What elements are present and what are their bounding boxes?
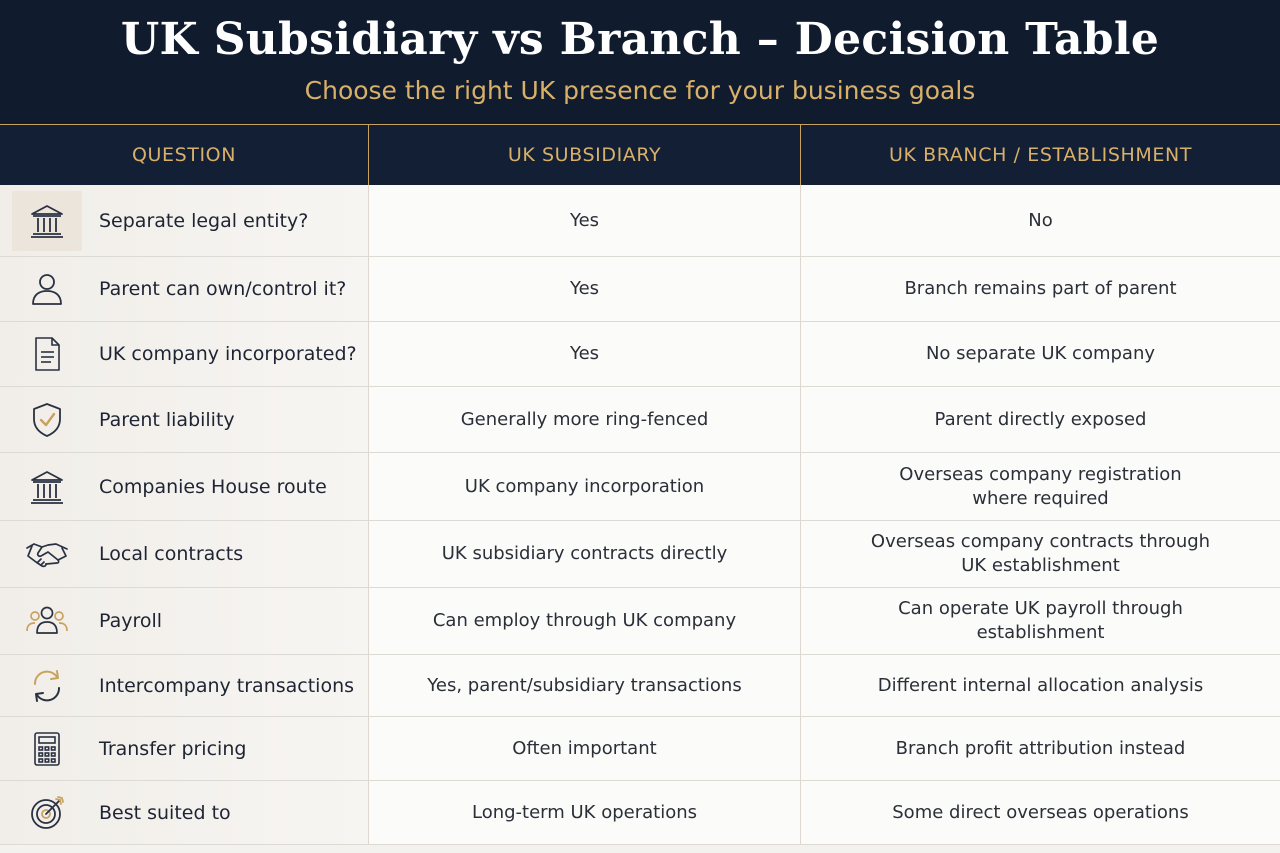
subsidiary-cell: Yes xyxy=(369,322,801,386)
question-label: Separate legal entity? xyxy=(99,209,309,232)
subsidiary-cell: Yes xyxy=(369,257,801,321)
page-title: UK Subsidiary vs Branch – Decision Table xyxy=(120,14,1160,65)
branch-cell: Can operate UK payroll through establishment xyxy=(801,588,1280,654)
subsidiary-cell: Yes, parent/subsidiary transactions xyxy=(369,655,801,716)
table-row xyxy=(0,185,1280,257)
question-label: UK company incorporated? xyxy=(99,343,357,365)
table-row xyxy=(0,453,1280,521)
shield-check-icon xyxy=(12,390,82,450)
handshake-icon xyxy=(12,524,82,584)
subsidiary-cell: Long-term UK operations xyxy=(369,781,801,844)
column-header-branch: UK BRANCH / ESTABLISHMENT xyxy=(801,124,1280,185)
bank-building-icon xyxy=(12,191,82,251)
table-row xyxy=(0,588,1280,655)
question-label: Best suited to xyxy=(99,801,231,824)
question-label: Payroll xyxy=(99,610,163,632)
subsidiary-cell: UK company incorporation xyxy=(369,453,801,520)
table-row xyxy=(0,655,1280,717)
branch-cell: No xyxy=(801,185,1280,256)
branch-cell: Parent directly exposed xyxy=(801,387,1280,452)
table-row xyxy=(0,717,1280,781)
column-header-subsidiary: UK SUBSIDIARY xyxy=(369,124,801,185)
question-cell xyxy=(0,717,369,780)
branch-cell: Different internal allocation analysis xyxy=(801,655,1280,716)
table-row xyxy=(0,257,1280,322)
header-banner xyxy=(0,0,1280,124)
question-label: Companies House route xyxy=(99,475,327,498)
page-subtitle: Choose the right UK presence for your business goals xyxy=(304,76,976,105)
question-cell xyxy=(0,257,369,321)
subsidiary-cell: Can employ through UK company xyxy=(369,588,801,654)
target-icon xyxy=(12,783,82,843)
subsidiary-cell: Yes xyxy=(369,185,801,256)
table-row xyxy=(0,322,1280,387)
table-row xyxy=(0,521,1280,588)
calculator-icon xyxy=(12,719,82,779)
table-row xyxy=(0,781,1280,845)
cycle-arrows-icon xyxy=(12,656,82,716)
branch-cell: Overseas company contracts through UK establishment xyxy=(801,521,1280,587)
document-icon xyxy=(12,324,82,384)
question-label: Transfer pricing xyxy=(99,737,247,760)
subsidiary-cell: UK subsidiary contracts directly xyxy=(369,521,801,587)
question-cell xyxy=(0,521,369,587)
subsidiary-cell: Generally more ring-fenced xyxy=(369,387,801,452)
table-row xyxy=(0,387,1280,453)
question-cell xyxy=(0,185,369,256)
people-group-icon xyxy=(12,591,82,651)
question-cell xyxy=(0,387,369,452)
bank-building-icon xyxy=(12,457,82,517)
question-cell xyxy=(0,453,369,520)
question-label: Parent liability xyxy=(99,408,235,431)
question-cell xyxy=(0,781,369,844)
question-label: Intercompany transactions xyxy=(99,674,355,697)
question-label: Parent can own/control it? xyxy=(99,278,347,300)
branch-cell: Overseas company registration where required xyxy=(801,453,1280,520)
subsidiary-cell: Often important xyxy=(369,717,801,780)
branch-cell: Some direct overseas operations xyxy=(801,781,1280,844)
question-label: Local contracts xyxy=(99,543,244,565)
branch-cell: Branch remains part of parent xyxy=(801,257,1280,321)
person-icon xyxy=(12,259,82,319)
column-header-question: QUESTION xyxy=(0,124,369,185)
branch-cell: Branch profit attribution instead xyxy=(801,717,1280,780)
question-cell xyxy=(0,322,369,386)
question-cell xyxy=(0,655,369,716)
branch-cell: No separate UK company xyxy=(801,322,1280,386)
question-cell xyxy=(0,588,369,654)
